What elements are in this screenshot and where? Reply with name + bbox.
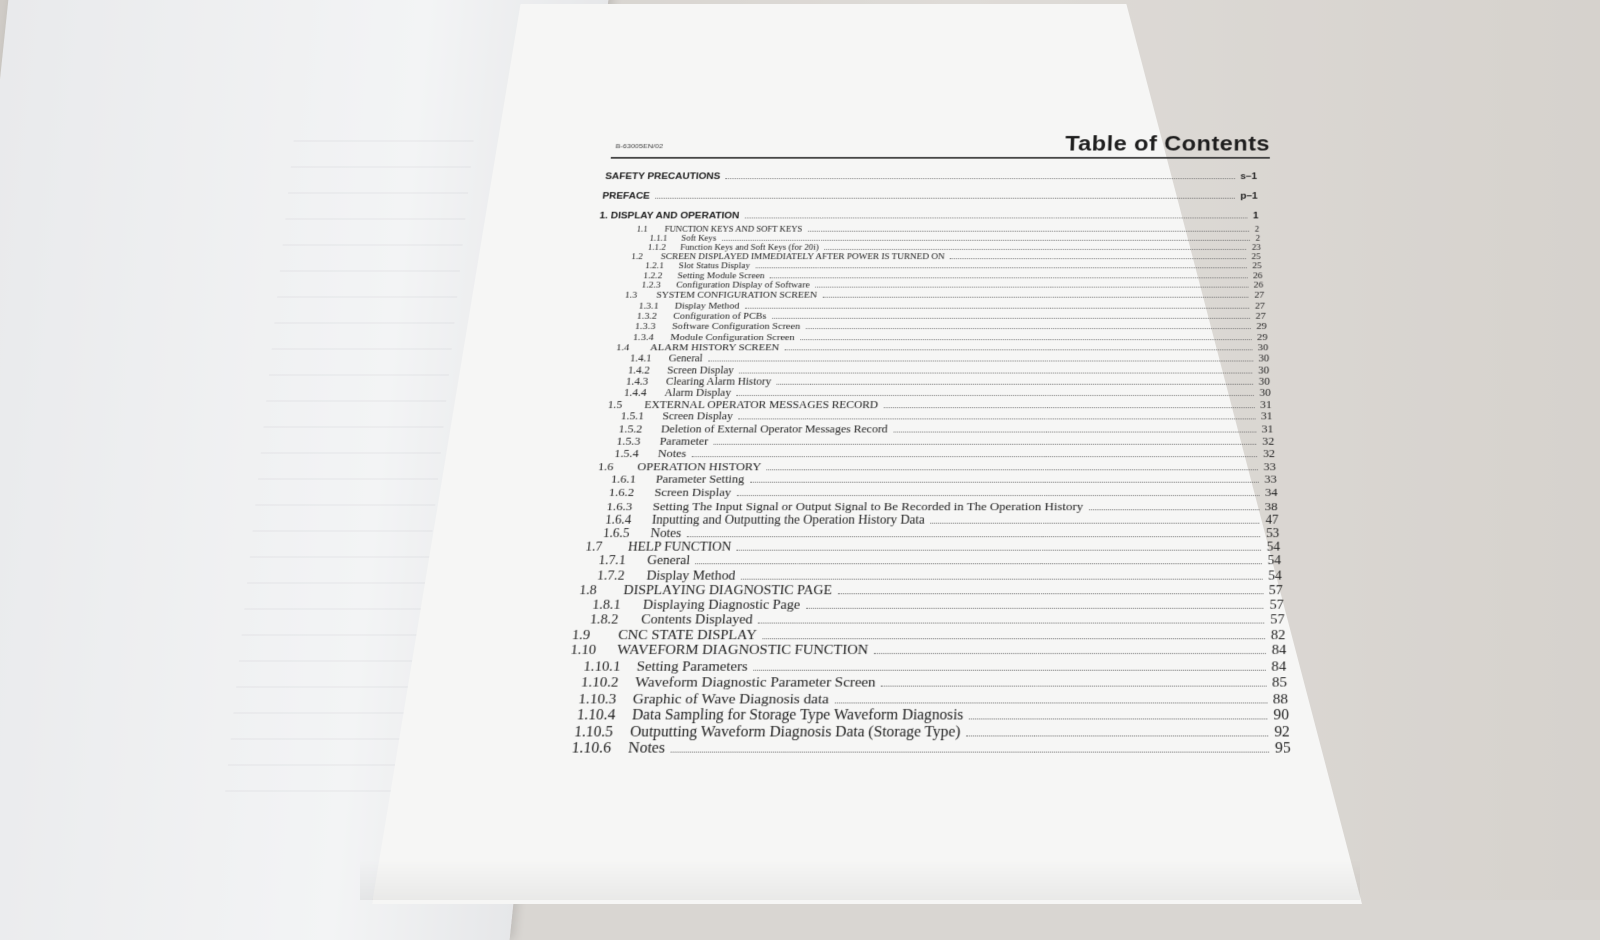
toc-number: 1.4.2 — [627, 364, 651, 376]
toc-entry — [542, 659, 1291, 675]
toc-number: 1.3 — [624, 290, 638, 301]
toc-leader-dots — [874, 645, 1266, 654]
toc-title: Configuration of PCBs — [672, 311, 767, 322]
toc-entry — [540, 675, 1291, 691]
toc-leader-dots — [770, 272, 1247, 278]
toc-number: 1.2 — [630, 252, 644, 262]
toc-leader-dots — [739, 366, 1252, 373]
toc-entry — [575, 343, 1293, 354]
toc-page-number: 31 — [1260, 398, 1272, 411]
toc-leader-dots — [815, 282, 1248, 288]
toc-leader-dots — [708, 355, 1253, 362]
toc-entry — [581, 281, 1293, 291]
toc-leader-dots — [758, 615, 1264, 624]
toc-page-number: 1 — [1252, 210, 1259, 221]
toc-page-number: p–1 — [1240, 191, 1258, 202]
toc-title: Waveform Diagnostic Parameter Screen — [634, 674, 877, 691]
toc-leader-dots — [695, 556, 1261, 565]
toc-page-number: 30 — [1259, 386, 1271, 399]
toc-page-number: 57 — [1270, 612, 1285, 628]
page-shadow — [360, 860, 1360, 900]
toc-number: 1.1 — [636, 225, 648, 235]
title-rule — [611, 157, 1270, 159]
toc-number: 1.10.2 — [580, 674, 620, 691]
toc-entry — [558, 499, 1291, 512]
toc-entry — [580, 291, 1293, 301]
toc-title: DISPLAYING DIAGNOSTIC PAGE — [623, 583, 833, 598]
toc-entry — [548, 598, 1291, 613]
toc-page-number: 26 — [1253, 281, 1264, 291]
toc-title: Setting The Input Signal or Output Signal to Be Recorded in The Operation History — [652, 499, 1084, 513]
toc-title: General — [646, 553, 691, 568]
toc-entry — [576, 332, 1293, 343]
toc-number: 1.10.5 — [573, 723, 614, 740]
toc-title: Graphic of Wave Diagnosis data — [632, 690, 830, 707]
toc-number: 1.6.5 — [602, 526, 631, 540]
toc-entry — [550, 583, 1292, 598]
toc-title: Screen Display — [653, 485, 732, 499]
toc-leader-dots — [753, 662, 1265, 671]
toc-entry — [560, 486, 1292, 499]
toc-page-number: 31 — [1260, 410, 1273, 423]
toc-leader-dots — [881, 677, 1266, 687]
toc-page-number: 29 — [1256, 321, 1267, 332]
toc-entry — [561, 473, 1292, 486]
toc-page-number: 34 — [1264, 485, 1278, 499]
toc-page-number: 32 — [1262, 435, 1275, 448]
toc-leader-dots — [950, 254, 1246, 260]
toc-number: 1.5.1 — [620, 410, 645, 423]
toc-number: 1.7.2 — [596, 568, 626, 584]
toc-number: 1.6.2 — [608, 485, 635, 499]
toc-number: 1.2.3 — [641, 281, 662, 291]
toc-number: 1.7.1 — [597, 553, 627, 568]
toc-number: 1.2.2 — [642, 271, 663, 281]
toc-leader-dots — [966, 726, 1268, 736]
toc-title: Notes — [649, 526, 682, 540]
toc-title: ALARM HISTORY SCREEN — [649, 342, 780, 353]
toc-number: 1.10.4 — [576, 707, 616, 724]
toc-title: Screen Display — [666, 364, 735, 376]
toc-number: 1.5.4 — [613, 447, 640, 460]
toc-page-number: 32 — [1262, 447, 1276, 460]
toc-entry — [535, 724, 1291, 741]
toc-number: 1.3.1 — [638, 300, 660, 312]
toc-entry — [585, 244, 1293, 253]
toc-number: 1.5.2 — [618, 422, 643, 436]
toc-entry — [553, 554, 1292, 568]
toc-number: 1.8 — [578, 583, 598, 598]
toc-entry — [584, 253, 1293, 262]
toc-number: 1.3.2 — [636, 311, 658, 322]
toc-leader-dots — [824, 244, 1246, 250]
toc-entry — [592, 167, 1294, 187]
toc-number: 1.9 — [571, 627, 591, 643]
toc-title: Displaying Diagnostic Page — [642, 597, 801, 613]
toc-number: 1.6.4 — [604, 512, 632, 527]
toc-page-number: 92 — [1274, 723, 1290, 740]
toc-leader-dots — [670, 743, 1269, 753]
toc-title: Configuration Display of Software — [675, 281, 811, 291]
toc-page-number: 38 — [1264, 499, 1278, 513]
toc-leader-dots — [777, 378, 1254, 385]
toc-leader-dots — [969, 710, 1268, 720]
toc-number: 1.3.3 — [634, 321, 656, 332]
toc-number: 1.4.4 — [623, 386, 648, 399]
toc-page-number: 85 — [1272, 674, 1288, 691]
toc-page-number: 27 — [1254, 300, 1266, 312]
toc-page-number: 33 — [1264, 472, 1277, 486]
toc-leader-dots — [737, 488, 1260, 496]
toc-leader-dots — [806, 323, 1251, 330]
toc-leader-dots — [655, 192, 1235, 198]
toc-title: Slot Status Display — [678, 261, 751, 272]
toc-page-number: s–1 — [1240, 171, 1258, 182]
toc-entry — [570, 387, 1292, 399]
toc-title: Outputting Waveform Diagnosis Data (Storage Type) — [629, 723, 961, 740]
toc-page-number: 84 — [1271, 658, 1287, 675]
toc-entry — [564, 448, 1292, 461]
toc-number: 1.7 — [584, 540, 603, 554]
toc-leader-dots — [785, 344, 1253, 351]
toc-number: 1.6.1 — [610, 472, 637, 486]
toc-entry — [545, 628, 1291, 643]
toc-leader-dots — [800, 333, 1251, 340]
toc-leader-dots — [722, 235, 1251, 241]
toc-leader-dots — [737, 542, 1261, 550]
toc-number: 1.8.2 — [589, 612, 620, 628]
toc-number: 1.2.1 — [644, 261, 665, 272]
toc-number: 1.4.1 — [629, 353, 652, 364]
toc-entry — [543, 643, 1291, 659]
toc-number: 1.5.3 — [616, 435, 642, 448]
toc-page-number: 33 — [1263, 459, 1276, 473]
toc-number: 1.10.6 — [570, 740, 612, 757]
toc-title: Notes — [627, 740, 666, 757]
toc-entry — [547, 613, 1292, 628]
toc-leader-dots — [714, 437, 1257, 445]
toc-title: CNC STATE DISPLAY — [617, 627, 758, 643]
toc-entry — [551, 569, 1291, 584]
toc-page-number: 30 — [1258, 364, 1270, 376]
toc-leader-dots — [767, 462, 1258, 470]
toc-entry — [579, 301, 1293, 311]
toc-title: Parameter Setting — [655, 472, 745, 486]
toc-number: 1.10.3 — [577, 690, 618, 707]
toc-title: 1. DISPLAY AND OPERATION — [599, 210, 740, 221]
toc-title: Parameter — [659, 435, 709, 448]
toc-title: Software Configuration Screen — [671, 321, 801, 332]
toc-entry — [539, 691, 1291, 707]
toc-leader-dots — [726, 173, 1235, 179]
toc-leader-dots — [822, 291, 1249, 297]
toc-entry — [590, 186, 1294, 206]
toc-title: Setting Parameters — [635, 658, 749, 675]
toc-entry — [568, 411, 1293, 423]
toc-leader-dots — [837, 585, 1263, 594]
toc-page-number: 29 — [1257, 331, 1268, 343]
page-title: Table of Contents — [1064, 131, 1271, 156]
toc-page-number: 90 — [1273, 707, 1289, 724]
toc-page-number: 26 — [1252, 271, 1263, 281]
toc-entry — [582, 271, 1293, 281]
toc-number: 1.1.1 — [649, 233, 668, 243]
toc-number: 1.4.3 — [625, 375, 649, 388]
toc-title: FUNCTION KEYS AND SOFT KEYS — [664, 225, 803, 235]
toc-title: Display Method — [645, 568, 736, 584]
toc-number: 1.5 — [607, 398, 623, 411]
toc-page-number: 25 — [1251, 252, 1261, 262]
toc-entry — [557, 513, 1292, 527]
toc-leader-dots — [736, 389, 1254, 396]
toc-title: Function Keys and Soft Keys (for 20i) — [679, 243, 820, 253]
toc-entry — [566, 423, 1292, 435]
toc-title: EXTERNAL OPERATOR MESSAGES RECORD — [643, 398, 879, 411]
toc-title: General — [668, 353, 704, 364]
toc-page-number: 25 — [1252, 261, 1262, 272]
toc-number: 1.10.1 — [582, 658, 622, 675]
toc-page-number: 54 — [1267, 553, 1282, 568]
toc-number: 1.6.3 — [605, 499, 633, 513]
toc-entry — [577, 321, 1293, 332]
toc-leader-dots — [738, 412, 1255, 419]
toc-leader-dots — [687, 529, 1261, 537]
toc-leader-dots — [884, 401, 1255, 408]
toc-leader-dots — [745, 302, 1250, 308]
toc-page-number: 84 — [1271, 643, 1287, 659]
toc-title: WAVEFORM DIAGNOSTIC FUNCTION — [616, 643, 869, 659]
toc-page-number: 2 — [1255, 233, 1261, 243]
toc-leader-dots — [745, 212, 1248, 218]
toc-leader-dots — [834, 693, 1267, 703]
toc-page-number: 54 — [1266, 540, 1281, 554]
toc-leader-dots — [808, 226, 1250, 232]
toc-entry — [556, 526, 1292, 540]
toc-leader-dots — [692, 450, 1258, 458]
document-code: B-63005EN/02 — [615, 142, 664, 150]
toc-page-number: 27 — [1254, 290, 1265, 301]
toc-title: Alarm Display — [663, 386, 732, 399]
toc-page-number: 88 — [1272, 690, 1289, 707]
toc-entry — [565, 435, 1292, 447]
toc-number: 1.3.4 — [632, 331, 655, 343]
toc-leader-dots — [750, 475, 1259, 483]
toc-title: Setting Module Screen — [677, 271, 765, 281]
toc-page-content — [520, 125, 1294, 890]
toc-title: Clearing Alarm History — [665, 375, 772, 388]
toc-page-number: 31 — [1261, 422, 1274, 436]
toc-entry — [533, 741, 1290, 758]
toc-title: Display Method — [674, 300, 740, 312]
toc-page-number: 30 — [1258, 375, 1270, 388]
toc-title: Screen Display — [661, 410, 734, 423]
toc-entry — [578, 311, 1293, 321]
toc-entry — [588, 206, 1294, 226]
toc-title: SYSTEM CONFIGURATION SCREEN — [655, 290, 818, 301]
toc-page-number: 53 — [1266, 526, 1280, 540]
toc-page-number: 54 — [1268, 568, 1282, 584]
toc-title: SAFETY PRECAUTIONS — [604, 171, 721, 182]
toc-page-number: 95 — [1274, 740, 1291, 757]
toc-page-number: 30 — [1258, 353, 1270, 364]
toc-entry — [573, 354, 1292, 365]
toc-number: 1.1.2 — [647, 243, 667, 253]
toc-page-number: 23 — [1251, 243, 1261, 253]
toc-page-number: 30 — [1257, 342, 1269, 353]
toc-title: Contents Displayed — [640, 612, 754, 628]
toc-leader-dots — [762, 630, 1265, 639]
toc-number: 1.6 — [597, 459, 615, 473]
toc-number: 1.4 — [615, 342, 630, 353]
toc-entry — [583, 262, 1293, 271]
toc-title: HELP FUNCTION — [627, 540, 732, 554]
toc-number: 1.8.1 — [591, 597, 622, 613]
table-of-contents — [533, 167, 1293, 758]
toc-leader-dots — [930, 515, 1259, 523]
toc-page-number: 57 — [1269, 597, 1284, 613]
toc-leader-dots — [755, 263, 1246, 269]
toc-page-number: 27 — [1255, 311, 1266, 322]
toc-title: OPERATION HISTORY — [636, 459, 762, 473]
toc-entry — [554, 540, 1292, 554]
toc-title: Data Sampling for Storage Type Waveform Diagnosis — [631, 707, 964, 724]
toc-entry — [537, 707, 1291, 724]
toc-leader-dots — [1089, 502, 1259, 510]
toc-page-number: 2 — [1254, 225, 1260, 235]
toc-title: Notes — [657, 447, 687, 460]
toc-page-number: 47 — [1265, 512, 1279, 527]
toc-entry — [586, 235, 1293, 244]
toc-number: 1.10 — [569, 643, 597, 659]
toc-title: Deletion of External Operator Messages Record — [660, 422, 889, 436]
toc-title: SCREEN DISPLAYED IMMEDIATELY AFTER POWER IS TURNED ON — [660, 252, 945, 262]
toc-title: Module Configuration Screen — [670, 331, 796, 343]
toc-title: PREFACE — [601, 191, 651, 202]
toc-page-number: 82 — [1270, 627, 1286, 643]
toc-leader-dots — [893, 425, 1256, 432]
toc-leader-dots — [741, 571, 1263, 580]
toc-leader-dots — [806, 600, 1264, 609]
toc-entry — [562, 460, 1292, 473]
toc-leader-dots — [772, 312, 1250, 318]
toc-title: Soft Keys — [680, 233, 717, 243]
toc-page-number: 57 — [1268, 583, 1283, 598]
toc-title: Inputting and Outputting the Operation History Data — [651, 512, 926, 527]
